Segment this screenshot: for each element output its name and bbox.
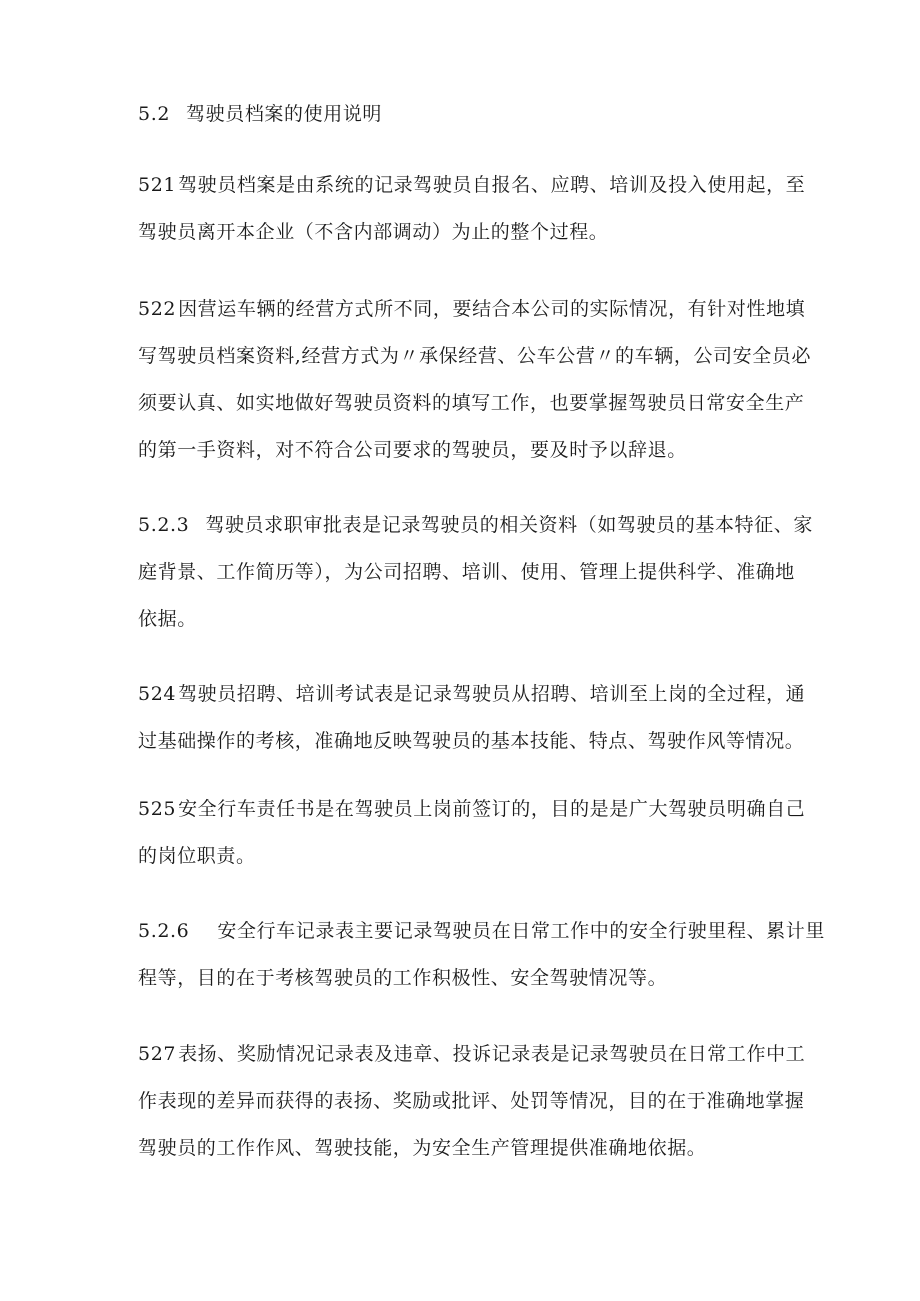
paragraph-text: 须要认真、如实地做好驾驶员资料的填写工作，也要掌握驾驶员日常安全生产 [138, 392, 805, 414]
paragraph-text: 庭背景、工作简历等），为公司招聘、培训、使用、管理上提供科学、准确地 [138, 561, 795, 583]
paragraph-line [138, 729, 805, 753]
paragraph-line [138, 1089, 805, 1113]
paragraph-line [138, 513, 813, 537]
paragraph-text: 驾驶员求职审批表是记录驾驶员的相关资料（如驾驶员的基本特征、家 [205, 514, 813, 536]
paragraph-line [138, 682, 806, 706]
paragraph-line [138, 966, 798, 990]
paragraph-line [138, 438, 798, 462]
paragraph-text: 表扬、奖励情况记录表及违章、投诉记录表是记录驾驶员在日常工作中工 [178, 1043, 806, 1065]
paragraph-text: 的岗位职责。 [138, 845, 256, 867]
paragraph-text: 驾驶员离开本企业（不含内部调动）为止的整个过程。 [138, 221, 609, 243]
paragraph-number: 525 [138, 798, 177, 820]
paragraph-line [138, 560, 798, 584]
paragraph-line [138, 1042, 806, 1066]
paragraph-line [138, 344, 812, 368]
section-heading [138, 102, 798, 126]
paragraph-text: 的第一手资料，对不符合公司要求的驾驶员，要及时予以辞退。 [138, 439, 687, 461]
paragraph-line [138, 797, 806, 821]
paragraph-number: 5.2.3 [138, 514, 190, 536]
paragraph-line [138, 391, 805, 415]
paragraph-number: 5.2.6 [138, 920, 190, 942]
paragraph-number: 522 [138, 298, 177, 320]
paragraph-line [138, 297, 806, 321]
paragraph-text: 驾驶员档案是由系统的记录驾驶员自报名、应聘、培训及投入使用起，至 [178, 174, 806, 196]
paragraph-text: 作表现的差异而获得的表扬、奖励或批评、处罚等情况，目的在于准确地掌握 [138, 1090, 805, 1112]
paragraph-text: 因营运车辆的经营方式所不同，要结合本公司的实际情况，有针对性地填 [178, 298, 806, 320]
paragraph-text: 安全行车记录表主要记录驾驶员在日常工作中的安全行驶里程、累计里 [217, 920, 825, 942]
section-number: 5.2 [138, 103, 171, 125]
section-title: 驾驶员档案的使用说明 [186, 103, 383, 125]
paragraph-number: 524 [138, 683, 177, 705]
paragraph-text: 程等，目的在于考核驾驶员的工作积极性、安全驾驶情况等。 [138, 967, 668, 989]
paragraph-line [138, 1136, 798, 1160]
paragraph-line [138, 220, 798, 244]
paragraph-text: 写驾驶员档案资料,经营方式为〃承保经营、公车公营〃的车辆，公司安全员必 [138, 345, 812, 367]
paragraph-line [138, 844, 798, 868]
paragraph-number: 521 [138, 174, 177, 196]
paragraph-number: 527 [138, 1043, 177, 1065]
paragraph-text: 驾驶员招聘、培训考试表是记录驾驶员从招聘、培训至上岗的全过程，通 [178, 683, 806, 705]
paragraph-line [138, 607, 798, 631]
paragraph-line [138, 919, 825, 943]
paragraph-text: 驾驶员的工作作风、驾驶技能，为安全生产管理提供准确地依据。 [138, 1137, 707, 1159]
paragraph-text: 依据。 [138, 608, 197, 630]
paragraph-text: 过基础操作的考核，准确地反映驾驶员的基本技能、特点、驾驶作风等情况。 [138, 730, 805, 752]
paragraph-line [138, 173, 806, 197]
paragraph-text: 安全行车责任书是在驾驶员上岗前签订的，目的是是广大驾驶员明确自己 [178, 798, 806, 820]
